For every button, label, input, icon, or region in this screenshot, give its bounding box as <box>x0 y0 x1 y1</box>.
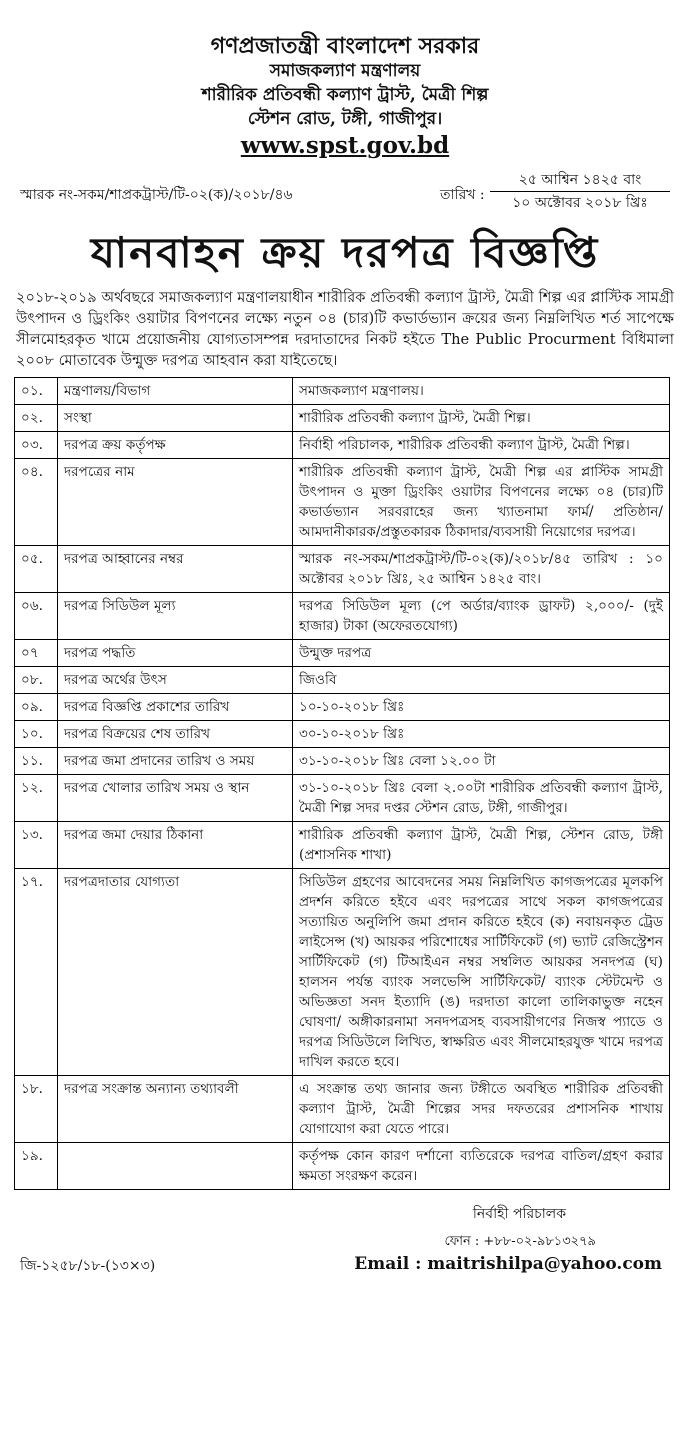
intro-paragraph: ২০১৮-২০১৯ অর্থবছরে সমাজকল্যাণ মন্ত্রণালয়াধীন শারীরিক প্রতিবন্ধী কল্যাণ ট্রাস্ট, মৈত্রী শিল্প এর প্লাস্টিক সামগ্রী উৎপাদন ও ড্রিংকিং ওয়াটার বিপণনের লক্ষ্যে নতুন ০৪ (চার)টি কভার্ডভ্যান ক্রয়ের জন্য নিম্নলিখিত শর্ত সাপেক্ষে সীলমোহরকৃত খামে প্রয়োজনীয় যোগ্যতাসম্পন্ন দরদাতাদের নিকট হইতে The Public Procurment বিধিমালা ২০০৮ মোতাবেক উন্মুক্ত দরপত্র আহবান করা যাইতেছে। <box>16 289 674 369</box>
row-number: ১২. <box>15 775 58 822</box>
row-number: ০৮. <box>15 667 58 694</box>
website-link[interactable]: www.spst.gov.bd <box>240 132 450 159</box>
row-value: কর্তৃপক্ষ কোন কারণ দর্শানো ব্যতিরেকে দরপত্র বাতিল/গ্রহণ করার ক্ষমতা সংরক্ষণ করেন। <box>293 1143 670 1190</box>
reference-row <box>14 169 676 217</box>
organization-name: শারীরিক প্রতিবন্ধী কল্যাণ ট্রাস্ট, মৈত্রী শিল্প <box>201 85 489 105</box>
row-value: জিওবি <box>293 667 670 694</box>
table-row <box>15 405 670 432</box>
row-value: শারীরিক প্রতিবন্ধী কল্যাণ ট্রাস্ট, মৈত্রী শিল্প। <box>293 405 670 432</box>
date-box <box>490 169 670 214</box>
row-number: ০৪. <box>15 459 58 546</box>
table-row <box>15 694 670 721</box>
tender-details-table <box>14 377 670 1190</box>
row-number: ০৯. <box>15 694 58 721</box>
row-value: সমাজকল্যাণ মন্ত্রণালয়। <box>293 378 670 405</box>
row-number: ০৭ <box>15 640 58 667</box>
row-value: স্মারক নং-সকম/শাপ্রকট্রাস্ট/টি-০২(ক)/২০১৮/৪৫ তারিখ : ১০ অক্টোবর ২০১৮ খ্রিঃ, ২৫ আশ্বিন ১৪২৫ বাং। <box>293 546 670 593</box>
table-row <box>15 748 670 775</box>
table-row <box>15 546 670 593</box>
row-number: ০৬. <box>15 593 58 640</box>
row-value: সিডিউল গ্রহণের আবেদনের সময় নিম্নলিখিত কাগজপত্রের মূলকপি প্রদর্শন করিতে হইবে এবং দরপত্রের সাথে সকল কাগজপত্রের সত্যায়িত অনুলিপি জমা প্রদান করিতে হইবে (ক) নবায়নকৃত ট্রেড লাইসেন্স (খ) আয়কর পরিশোধের সার্টিফিকেট (গ) ভ্যাট রেজিস্ট্রেশন সার্টিফিকেট (গ) টিআইএন নম্বর সম্বলিত আয়কর সনদপত্র (ঘ) হালসন পর্যন্ত ব্যাংক সলভেন্সি সার্টিফিকেট/ ব্যাংক স্টেটমেন্ট ও অভিজ্ঞতা সনদ ইত্যাদি (ঙ) দরদাতা কালো তালিকাভুক্ত নহেন ঘোষণা/ অঙ্গীকারনামা সনদপত্রসহ ব্যবসায়ীগণের নিজস্ব প্যাডে ও দরপত্র সিডিউলে লিখিত, স্বাক্ষরিত এবং সীলমোহরযুক্ত খামে দরপত্র দাখিল করতে হবে। <box>293 869 670 1076</box>
email-address[interactable]: Email : maitrishilpa@yahoo.com <box>354 1254 662 1274</box>
row-value: ৩১-১০-২০১৮ খ্রিঃ বেলা ২.০০টা শারীরিক প্রতিবন্ধী কল্যাণ ট্রাস্ট, মৈত্রী শিল্প সদর দপ্তর স্টেশন রোড, টঙ্গী, গাজীপুর। <box>293 775 670 822</box>
memo-number: স্মারক নং-সকম/শাপ্রকট্রাস্ট/টি-০২(ক)/২০১৮/৪৬ <box>20 187 293 203</box>
row-label <box>58 1143 293 1190</box>
table-row <box>15 1143 670 1190</box>
row-label: দরপত্রের নাম <box>58 459 293 546</box>
row-value: নির্বাহী পরিচালক, শারীরিক প্রতিবন্ধী কল্যাণ ট্রাস্ট, মৈত্রী শিল্প। <box>293 432 670 459</box>
table-row <box>15 822 670 869</box>
letterhead <box>14 33 676 161</box>
tender-notice-page <box>0 33 690 1434</box>
row-value: ১০-১০-২০১৮ খ্রিঃ <box>293 694 670 721</box>
row-number: ০২. <box>15 405 58 432</box>
row-label: দরপত্র ক্রয় কর্তৃপক্ষ <box>58 432 293 459</box>
row-label: দরপত্র বিজ্ঞপ্তি প্রকাশের তারিখ <box>58 694 293 721</box>
row-number: ১৭. <box>15 869 58 1076</box>
row-number: ০৫. <box>15 546 58 593</box>
row-label: দরপত্র সিডিউল মূল্য <box>58 593 293 640</box>
row-label: দরপত্র বিক্রয়ের শেষ তারিখ <box>58 721 293 748</box>
table-row <box>15 721 670 748</box>
table-row <box>15 593 670 640</box>
table-row <box>15 459 670 546</box>
footer <box>14 1226 676 1276</box>
table-row <box>15 869 670 1076</box>
row-label: দরপত্র অর্থের উৎস <box>58 667 293 694</box>
row-value: ৩০-১০-২০১৮ খ্রিঃ <box>293 721 670 748</box>
row-number: ১৮. <box>15 1076 58 1143</box>
table-row <box>15 432 670 459</box>
row-value: উন্মুক্ত দরপত্র <box>293 640 670 667</box>
ad-code: জি-১২৫৮/১৮-(১৩×৩) <box>20 1258 156 1274</box>
row-number: ১৩. <box>15 822 58 869</box>
address: স্টেশন রোড, টঙ্গী, গাজীপুর। <box>247 109 443 129</box>
row-label: দরপত্র আহ্বানের নম্বর <box>58 546 293 593</box>
row-label: দরপত্র খোলার তারিখ সময় ও স্থান <box>58 775 293 822</box>
signatory-title: নির্বাহী পরিচালক <box>472 1206 566 1222</box>
row-label: দরপত্র পদ্ধতি <box>58 640 293 667</box>
date-bangla: ২৫ আশ্বিন ১৪২৫ বাং <box>490 169 670 192</box>
row-label: সংস্থা <box>58 405 293 432</box>
row-value: শারীরিক প্রতিবন্ধী কল্যাণ ট্রাস্ট, মৈত্রী শিল্প, স্টেশন রোড, টঙ্গী (প্রশাসনিক শাখা) <box>293 822 670 869</box>
row-value: ৩১-১০-২০১৮ খ্রিঃ বেলা ১২.০০ টা <box>293 748 670 775</box>
ministry-name: সমাজকল্যাণ মন্ত্রণালয় <box>269 61 421 81</box>
row-label: দরপত্র জমা দেয়ার ঠিকানা <box>58 822 293 869</box>
table-row <box>15 1076 670 1143</box>
row-label: দরপত্র জমা প্রদানের তারিখ ও সময় <box>58 748 293 775</box>
table-row <box>15 640 670 667</box>
row-number: ১৯. <box>15 1143 58 1190</box>
government-title: গণপ্রজাতন্ত্রী বাংলাদেশ সরকার <box>210 33 480 59</box>
phone-number: ফোন : +৮৮-০২-৯৮১৩২৭৯ <box>444 1234 596 1249</box>
row-label: মন্ত্রণালয়/বিভাগ <box>58 378 293 405</box>
table-row <box>15 378 670 405</box>
date-label: তারিখ : <box>440 187 485 203</box>
row-number: ০১. <box>15 378 58 405</box>
row-number: ১০. <box>15 721 58 748</box>
table-row <box>15 667 670 694</box>
row-number: ০৩. <box>15 432 58 459</box>
row-label: দরপত্র সংক্রান্ত অন্যান্য তথ্যাবলী <box>58 1076 293 1143</box>
row-value: দরপত্র সিডিউল মূল্য (পে অর্ডার/ব্যাংক ড্রাফট) ২,০০০/- (দুই হাজার) টাকা (অফেরতযোগ্য) <box>293 593 670 640</box>
row-value: এ সংক্রান্ত তথ্য জানার জন্য টঙ্গীতে অবস্থিত শারীরিক প্রতিবন্ধী কল্যাণ ট্রাস্ট, মৈত্রী শিল্পের সদর দফতরের প্রশাসনিক শাখায় যোগাযোগ করা যেতে পারে। <box>293 1076 670 1143</box>
table-row <box>15 775 670 822</box>
notice-title: যানবাহন ক্রয় দরপত্র বিজ্ঞপ্তি <box>90 228 600 277</box>
row-value: শারীরিক প্রতিবন্ধী কল্যাণ ট্রাস্ট, মৈত্রী শিল্প এর প্লাস্টিক সামগ্রী উৎপাদন ও মুক্তা ড্রিংকিং ওয়াটার বিপণনের লক্ষ্যে ০৪ (চার)টি কভার্ডভ্যান সরবরাহের জন্য খ্যাতনামা ফার্ম/ প্রতিষ্ঠান/ আমদানীকারক/প্রস্তুতকারক ঠিকাদার/ব্যবসায়ী নিয়োগের দরপত্র। <box>293 459 670 546</box>
row-label: দরপত্রদাতার যোগ্যতা <box>58 869 293 1076</box>
date-english: ১০ অক্টোবর ২০১৮ খ্রিঃ <box>512 195 648 211</box>
row-number: ১১. <box>15 748 58 775</box>
